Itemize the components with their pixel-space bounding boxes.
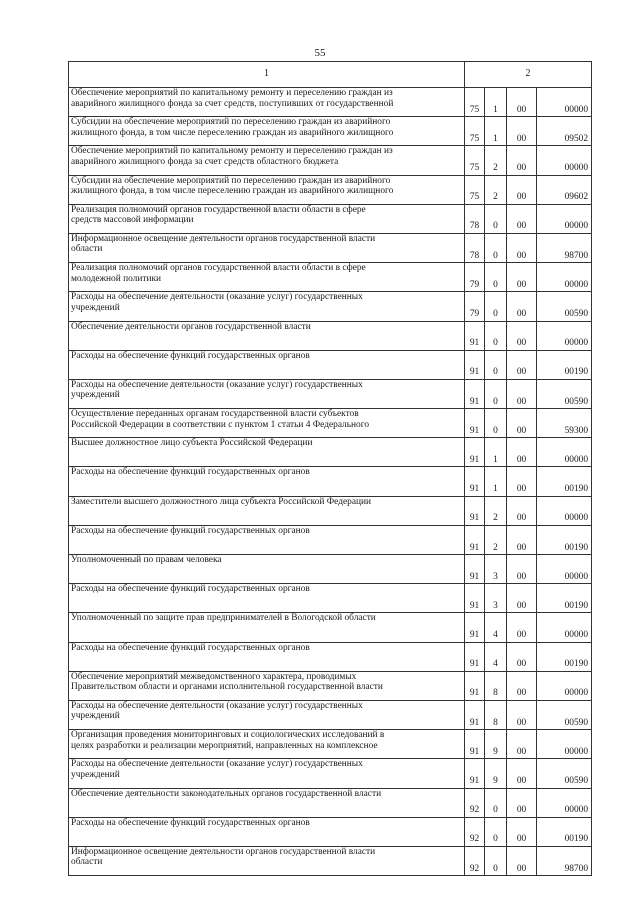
direction-code: 09502 [537, 117, 592, 146]
description-line: целях разработки и реализации мероприятий, направленных на комплексное [71, 740, 378, 751]
row-description [69, 613, 465, 642]
direction-code: 98700 [537, 846, 592, 875]
main-event-code: 00 [507, 409, 537, 438]
row-description [69, 350, 465, 379]
direction-code: 00000 [537, 88, 592, 117]
subprogram-code: 0 [485, 409, 507, 438]
description-line: аварийного жилищного фонда за счет средств областного бюджета [71, 156, 339, 167]
description-line: Расходы на обеспечение деятельности (оказание услуг) государственных [71, 700, 363, 711]
program-code: 91 [465, 350, 485, 379]
program-code: 92 [465, 817, 485, 846]
header-column-1: 1 [69, 62, 465, 88]
table-row [69, 584, 592, 613]
direction-code: 00190 [537, 642, 592, 671]
description-line: Расходы на обеспечение функций государственных органов [71, 525, 310, 536]
subprogram-code: 4 [485, 642, 507, 671]
description-line: Расходы на обеспечение функций государственных органов [71, 817, 310, 828]
direction-code: 00000 [537, 496, 592, 525]
table-row [69, 350, 592, 379]
table-row [69, 730, 592, 759]
subprogram-code: 2 [485, 525, 507, 554]
subprogram-code: 0 [485, 788, 507, 817]
row-description [69, 146, 465, 175]
description-line: аварийного жилищного фонда за счет средств, поступивших от государственной [71, 98, 394, 109]
main-event-code: 00 [507, 88, 537, 117]
program-code: 91 [465, 525, 485, 554]
table-row [69, 788, 592, 817]
direction-code: 00190 [537, 584, 592, 613]
main-event-code: 00 [507, 788, 537, 817]
direction-code: 00590 [537, 700, 592, 729]
program-code: 91 [465, 671, 485, 700]
budget-classification-table [68, 61, 592, 876]
table-row [69, 233, 592, 262]
table-row [69, 438, 592, 467]
main-event-code: 00 [507, 846, 537, 875]
row-description [69, 788, 465, 817]
main-event-code: 00 [507, 613, 537, 642]
row-description [69, 642, 465, 671]
subprogram-code: 9 [485, 730, 507, 759]
row-description [69, 175, 465, 204]
program-code: 91 [465, 438, 485, 467]
subprogram-code: 2 [485, 496, 507, 525]
program-code: 91 [465, 321, 485, 350]
subprogram-code: 1 [485, 88, 507, 117]
main-event-code: 00 [507, 117, 537, 146]
row-description [69, 409, 465, 438]
table-row [69, 321, 592, 350]
description-line: Российской Федерации в соответствии с пунктом 1 статьи 4 Федерального [71, 419, 370, 430]
description-line: учреждений [71, 769, 120, 780]
direction-code: 00590 [537, 759, 592, 788]
description-line: Уполномоченный по защите прав предпринимателей в Вологодской области [71, 613, 376, 624]
description-line: Заместители высшего должностного лица субъекта Российской Федерации [71, 496, 372, 507]
direction-code: 00590 [537, 292, 592, 321]
main-event-code: 00 [507, 730, 537, 759]
table-row [69, 204, 592, 233]
table-row [69, 117, 592, 146]
program-code: 79 [465, 292, 485, 321]
subprogram-code: 0 [485, 846, 507, 875]
description-line: учреждений [71, 711, 120, 722]
subprogram-code: 1 [485, 117, 507, 146]
table-row [69, 467, 592, 496]
direction-code: 98700 [537, 233, 592, 262]
subprogram-code: 4 [485, 613, 507, 642]
main-event-code: 00 [507, 700, 537, 729]
main-event-code: 00 [507, 759, 537, 788]
subprogram-code: 0 [485, 263, 507, 292]
description-line: учреждений [71, 302, 120, 313]
table-row [69, 146, 592, 175]
table-row [69, 88, 592, 117]
direction-code: 00000 [537, 613, 592, 642]
row-description [69, 117, 465, 146]
subprogram-code: 0 [485, 817, 507, 846]
direction-code: 00000 [537, 555, 592, 584]
program-code: 91 [465, 759, 485, 788]
row-description [69, 525, 465, 554]
description-line: Уполномоченный по правам человека [71, 555, 222, 565]
description-line: Осуществление переданных органам государственной власти субъектов [71, 409, 359, 420]
table-row [69, 817, 592, 846]
table-row [69, 175, 592, 204]
table-row [69, 613, 592, 642]
description-line: Информационное освещение деятельности органов государственной власти [71, 846, 376, 857]
description-line: Обеспечение мероприятий по капитальному ремонту и переселению граждан из [71, 88, 393, 98]
main-event-code: 00 [507, 146, 537, 175]
table-row [69, 642, 592, 671]
main-event-code: 00 [507, 671, 537, 700]
description-line: области [71, 857, 103, 868]
program-code: 91 [465, 409, 485, 438]
main-event-code: 00 [507, 292, 537, 321]
subprogram-code: 2 [485, 175, 507, 204]
subprogram-code: 0 [485, 233, 507, 262]
table-row [69, 379, 592, 408]
subprogram-code: 8 [485, 671, 507, 700]
main-event-code: 00 [507, 496, 537, 525]
row-description [69, 438, 465, 467]
main-event-code: 00 [507, 584, 537, 613]
main-event-code: 00 [507, 555, 537, 584]
direction-code: 00000 [537, 730, 592, 759]
table-header-row [69, 62, 592, 88]
program-code: 75 [465, 146, 485, 175]
description-line: Расходы на обеспечение функций государственных органов [71, 350, 310, 361]
direction-code: 59300 [537, 409, 592, 438]
direction-code: 00590 [537, 379, 592, 408]
program-code: 79 [465, 263, 485, 292]
subprogram-code: 1 [485, 438, 507, 467]
description-line: Расходы на обеспечение деятельности (оказание услуг) государственных [71, 379, 363, 390]
table-row [69, 292, 592, 321]
table-row [69, 496, 592, 525]
row-description [69, 88, 465, 117]
program-code: 91 [465, 642, 485, 671]
program-code: 91 [465, 613, 485, 642]
row-description [69, 263, 465, 292]
table-row [69, 759, 592, 788]
direction-code: 00190 [537, 350, 592, 379]
main-event-code: 00 [507, 467, 537, 496]
direction-code: 00000 [537, 788, 592, 817]
direction-code: 00000 [537, 146, 592, 175]
main-event-code: 00 [507, 379, 537, 408]
program-code: 91 [465, 584, 485, 613]
row-description [69, 700, 465, 729]
direction-code: 00000 [537, 204, 592, 233]
description-line: Организация проведения мониторинговых и социологических исследований в [71, 730, 385, 741]
description-line: Субсидии на обеспечение мероприятий по переселению граждан из аварийного [71, 117, 391, 128]
program-code: 78 [465, 204, 485, 233]
description-line: учреждений [71, 390, 120, 401]
main-event-code: 00 [507, 642, 537, 671]
program-code: 91 [465, 730, 485, 759]
description-line: Реализация полномочий органов государственной власти области в сфере [71, 204, 366, 215]
main-event-code: 00 [507, 233, 537, 262]
table-row [69, 555, 592, 584]
direction-code: 00000 [537, 263, 592, 292]
row-description [69, 379, 465, 408]
program-code: 91 [465, 379, 485, 408]
header-column-2: 2 [465, 62, 592, 88]
description-line: средств массовой информации [71, 215, 194, 226]
description-line: Обеспечение мероприятий по капитальному ремонту и переселению граждан из [71, 146, 393, 157]
direction-code: 00190 [537, 817, 592, 846]
row-description [69, 321, 465, 350]
main-event-code: 00 [507, 321, 537, 350]
description-line: Расходы на обеспечение функций государственных органов [71, 642, 310, 653]
row-description [69, 584, 465, 613]
description-line: Реализация полномочий органов государственной власти области в сфере [71, 263, 366, 274]
subprogram-code: 1 [485, 467, 507, 496]
subprogram-code: 0 [485, 292, 507, 321]
row-description [69, 817, 465, 846]
main-event-code: 00 [507, 175, 537, 204]
description-line: Расходы на обеспечение деятельности (оказание услуг) государственных [71, 759, 363, 770]
row-description [69, 730, 465, 759]
program-code: 91 [465, 467, 485, 496]
table-row [69, 525, 592, 554]
program-code: 92 [465, 846, 485, 875]
program-code: 75 [465, 88, 485, 117]
main-event-code: 00 [507, 438, 537, 467]
description-line: жилищного фонда, в том числе переселению граждан из аварийного жилищного [71, 127, 394, 138]
table-row [69, 409, 592, 438]
description-line: Обеспечение мероприятий межведомственного характера, проводимых [71, 671, 357, 682]
direction-code: 09602 [537, 175, 592, 204]
row-description [69, 467, 465, 496]
direction-code: 00000 [537, 321, 592, 350]
main-event-code: 00 [507, 204, 537, 233]
subprogram-code: 0 [485, 204, 507, 233]
main-event-code: 00 [507, 350, 537, 379]
program-code: 91 [465, 700, 485, 729]
program-code: 78 [465, 233, 485, 262]
description-line: Расходы на обеспечение функций государственных органов [71, 467, 310, 478]
program-code: 92 [465, 788, 485, 817]
direction-code: 00190 [537, 467, 592, 496]
description-line: Расходы на обеспечение функций государственных органов [71, 584, 310, 595]
description-line: Субсидии на обеспечение мероприятий по переселению граждан из аварийного [71, 175, 391, 186]
main-event-code: 00 [507, 263, 537, 292]
description-line: Высшее должностное лицо субъекта Российской Федерации [71, 438, 313, 449]
description-line: молодежной политики [71, 273, 162, 284]
page-number: 55 [314, 47, 326, 59]
subprogram-code: 3 [485, 584, 507, 613]
subprogram-code: 9 [485, 759, 507, 788]
subprogram-code: 8 [485, 700, 507, 729]
row-description [69, 759, 465, 788]
subprogram-code: 0 [485, 379, 507, 408]
row-description [69, 204, 465, 233]
description-line: Обеспечение деятельности законодательных органов государственной власти [71, 788, 382, 799]
row-description [69, 292, 465, 321]
description-line: Информационное освещение деятельности органов государственной власти [71, 233, 376, 244]
subprogram-code: 3 [485, 555, 507, 584]
table-row [69, 846, 592, 875]
table-row [69, 700, 592, 729]
table-row [69, 263, 592, 292]
subprogram-code: 0 [485, 321, 507, 350]
row-description [69, 233, 465, 262]
row-description [69, 496, 465, 525]
row-description [69, 555, 465, 584]
main-event-code: 00 [507, 525, 537, 554]
subprogram-code: 0 [485, 350, 507, 379]
direction-code: 00000 [537, 671, 592, 700]
row-description [69, 846, 465, 875]
direction-code: 00000 [537, 438, 592, 467]
main-event-code: 00 [507, 817, 537, 846]
description-line: Обеспечение деятельности органов государственной власти [71, 321, 311, 332]
subprogram-code: 2 [485, 146, 507, 175]
description-line: Расходы на обеспечение деятельности (оказание услуг) государственных [71, 292, 363, 303]
program-code: 75 [465, 175, 485, 204]
table-row [69, 671, 592, 700]
program-code: 75 [465, 117, 485, 146]
program-code: 91 [465, 555, 485, 584]
direction-code: 00190 [537, 525, 592, 554]
program-code: 91 [465, 496, 485, 525]
row-description [69, 671, 465, 700]
description-line: жилищного фонда, в том числе переселению граждан из аварийного жилищного [71, 186, 394, 197]
description-line: Правительством области и органами исполнительной государственной власти [71, 682, 383, 693]
table-body [69, 62, 592, 876]
description-line: области [71, 244, 103, 255]
